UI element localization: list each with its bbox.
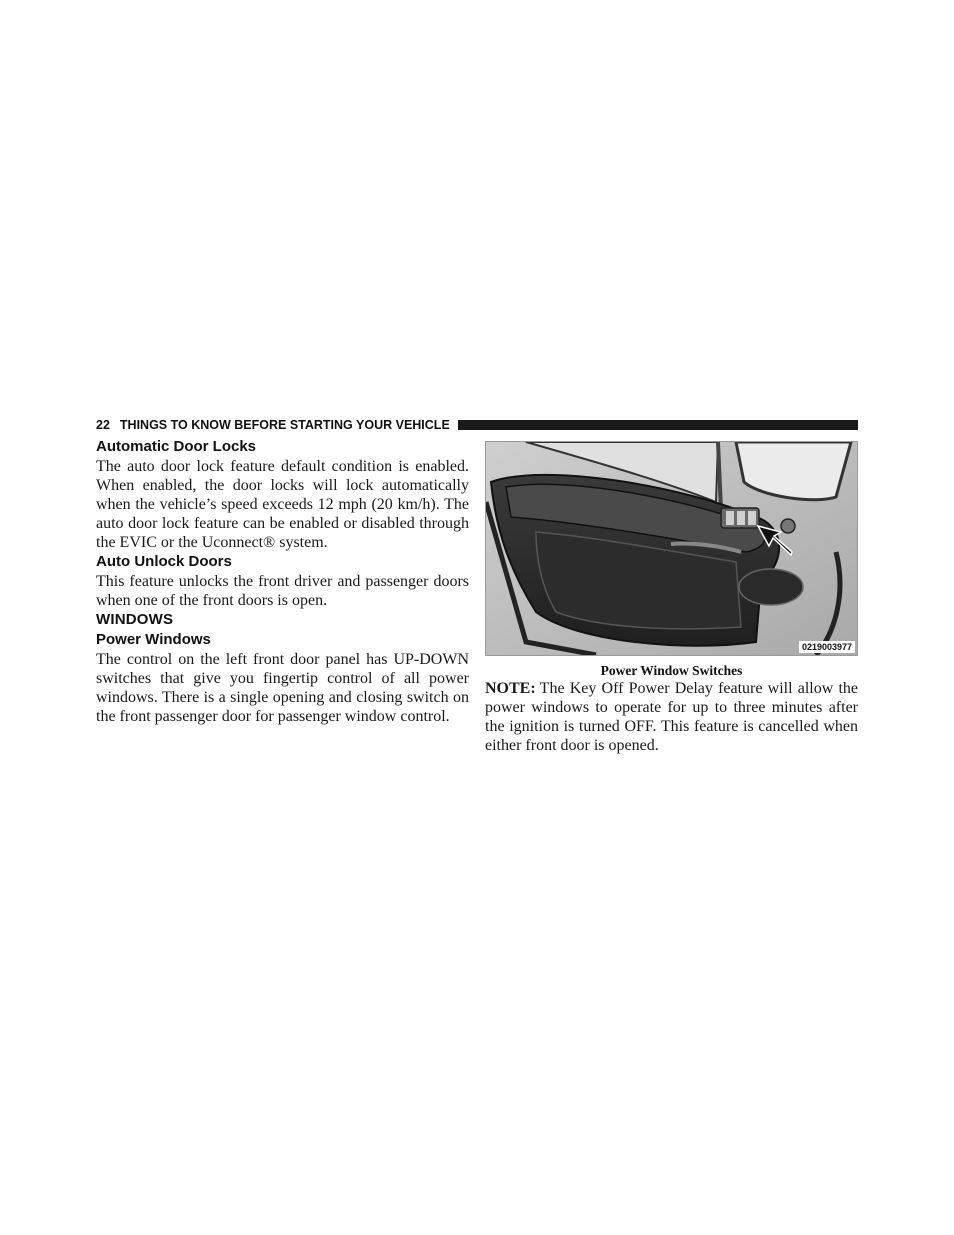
windows-section-heading: WINDOWS [96,611,174,628]
right-column [485,441,858,755]
automatic-door-locks-heading: Automatic Door Locks [96,438,257,455]
running-header [96,418,858,432]
figure-id-label: 0219003977 [799,641,855,653]
power-windows-text: The control on the left front door panel has UP-DOWN switches that give you fingertip control of all power windows. There is a single opening and closing switch on the front passenger door for passenger window control. [96,651,469,725]
auto-unlock-doors-text: This feature unlocks the front driver and passenger doors when one of the front doors is open. [96,573,469,609]
door-panel-drawing [486,442,857,655]
note-paragraph [485,679,858,755]
note-label: NOTE: [485,680,536,697]
page-number: 22 [96,418,110,432]
automatic-door-locks-text: The auto door lock feature default condition is enabled. When enabled, the door locks will lock automatically when the vehicle’s speed exceeds 12 mph (20 km/h). The auto door lock feature can be enabled or disabled through the EVIC or the Uconnect® system. [96,458,469,551]
header-rule [458,420,858,430]
left-column [96,437,469,726]
door-panel-illustration [485,441,858,656]
auto-unlock-doors-heading: Auto Unlock Doors [96,553,232,570]
note-text: The Key Off Power Delay feature will allow the power windows to operate for up to three minutes after the ignition is turned OFF. This feature is cancelled when either front door is opened. [485,680,858,754]
chapter-title: THINGS TO KNOW BEFORE STARTING YOUR VEHICLE [119,418,450,432]
power-windows-heading: Power Windows [96,631,211,648]
figure-caption: Power Window Switches [600,663,743,678]
